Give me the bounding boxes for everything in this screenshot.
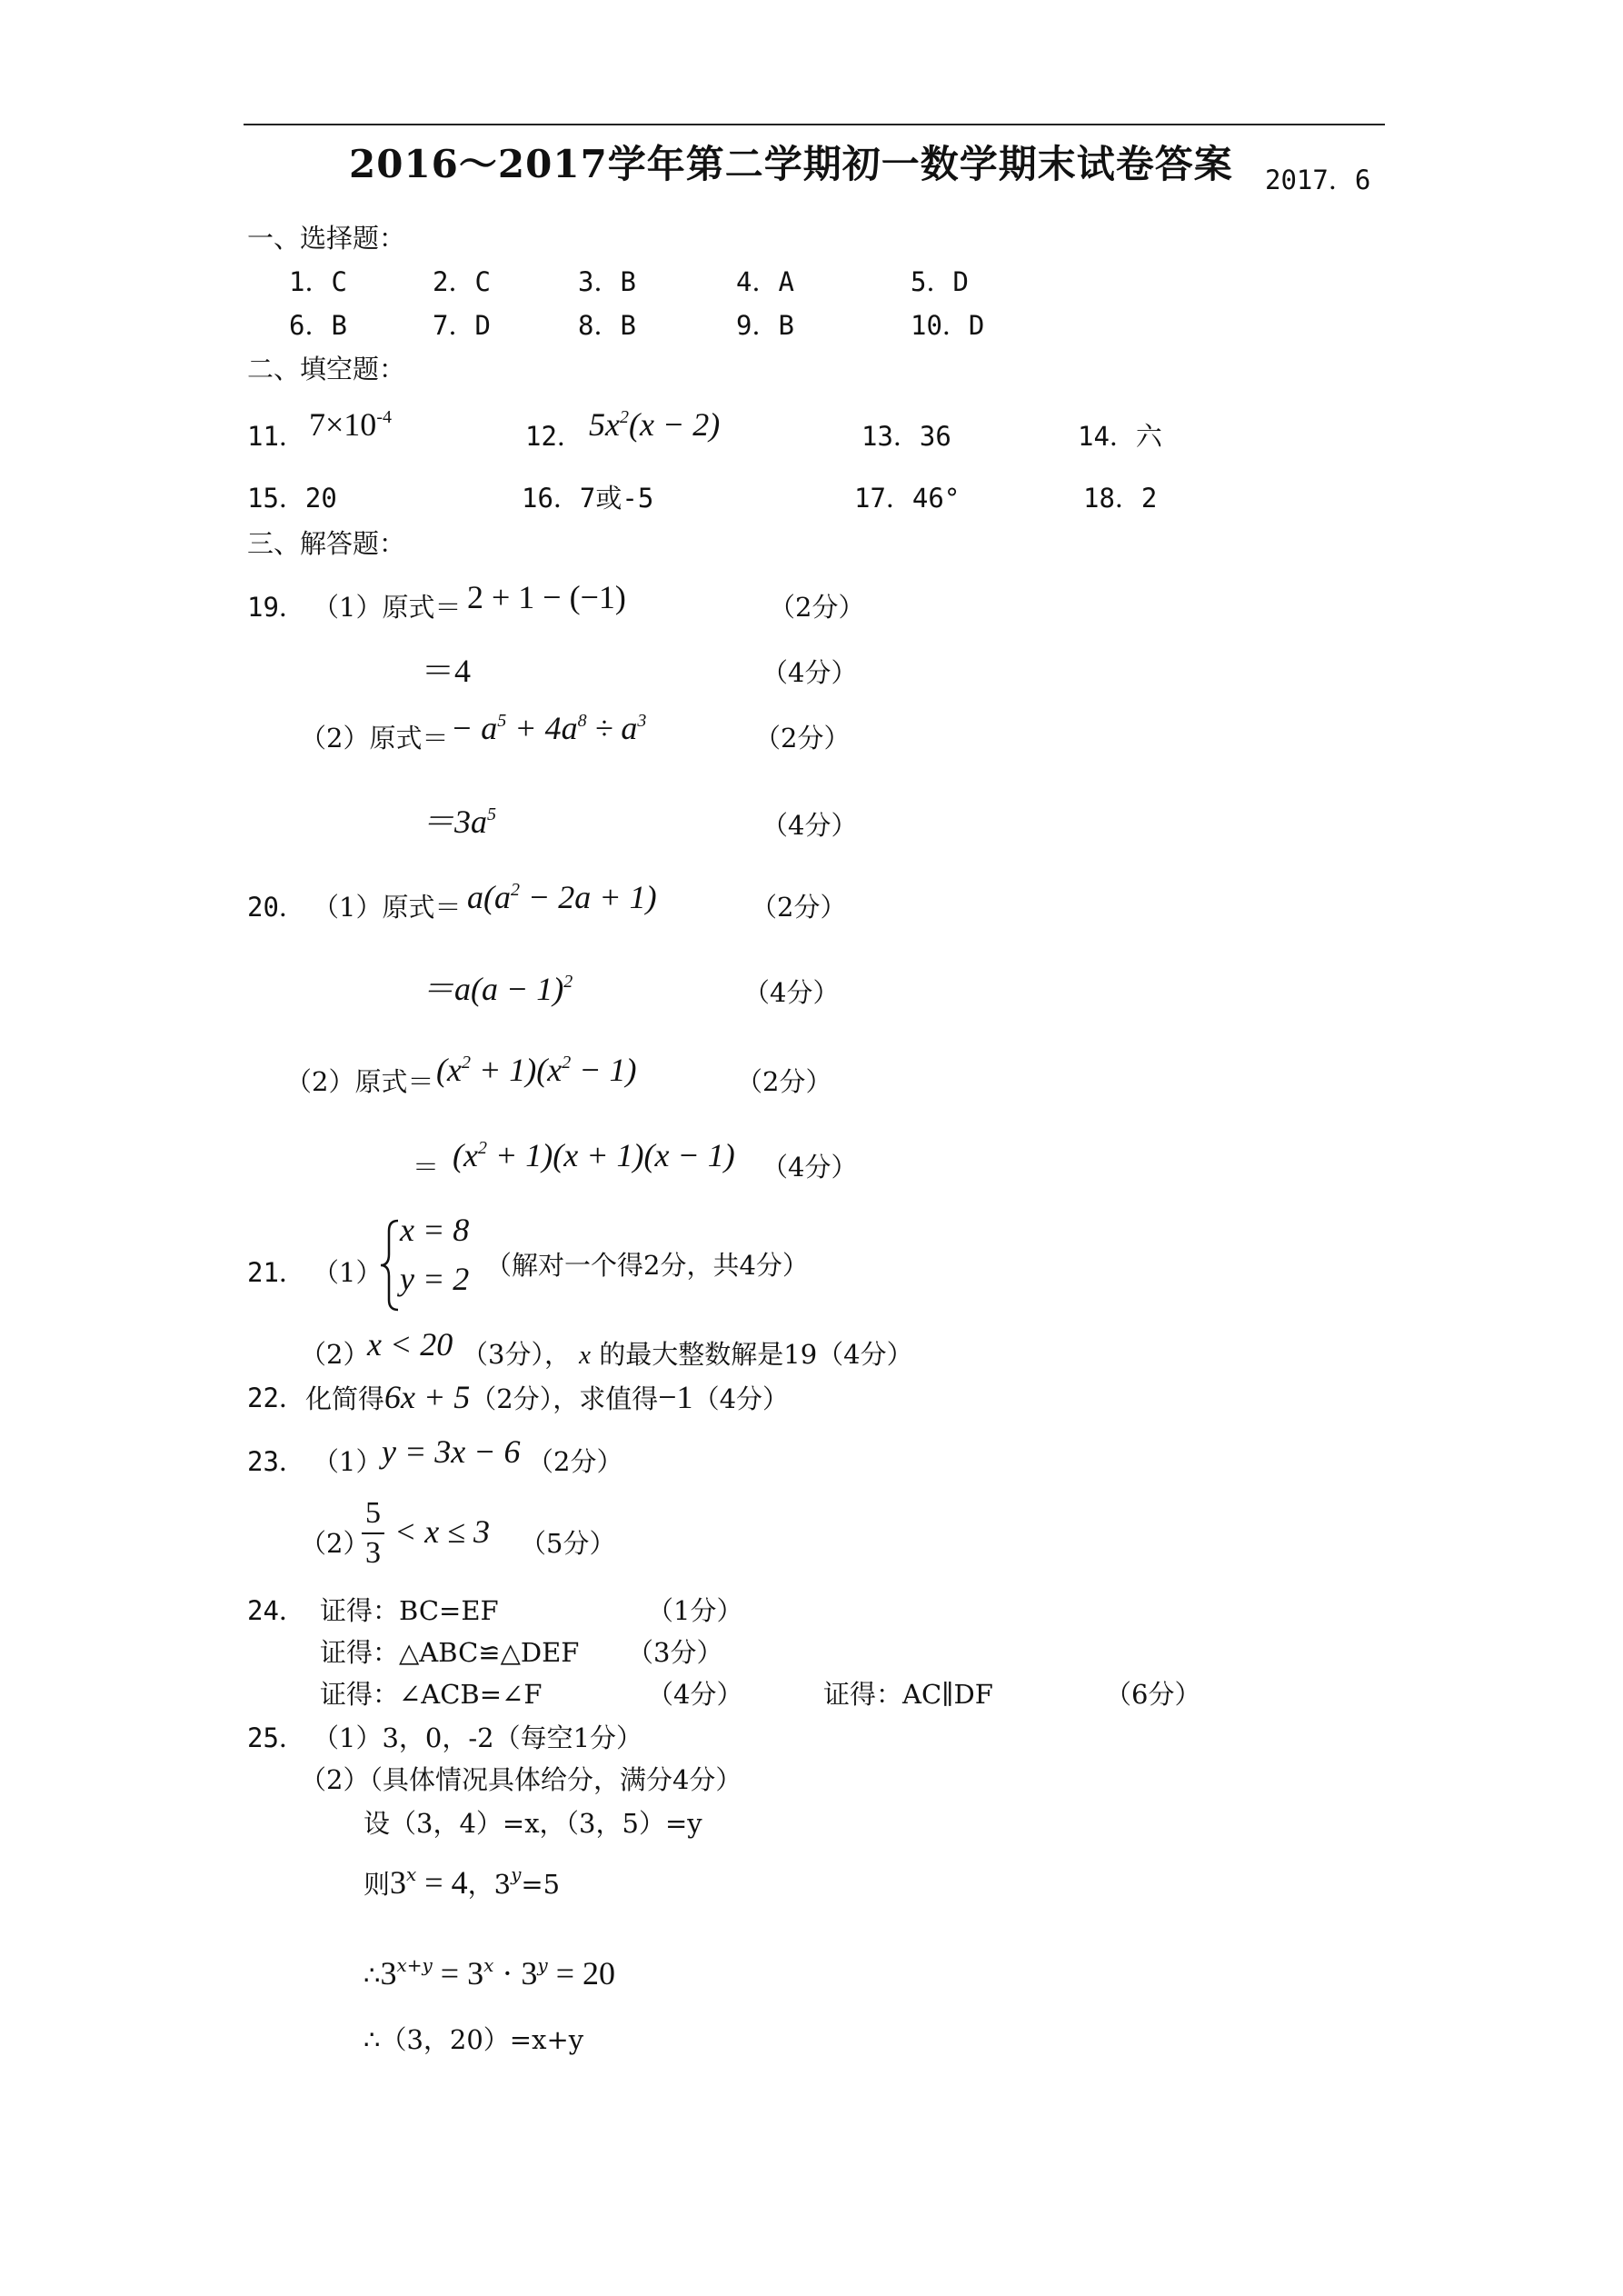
q20-part1-step2-score: （4分） [743,977,840,1008]
q21-part2-ineq: x < 20 [367,1326,453,1363]
q20-part1-score: （2分） [751,892,847,923]
q24-step4: 证得：AC∥DF [823,1679,993,1710]
q21-part1-note: （解对一个得2分，共4分） [485,1250,809,1281]
fill-q13: 13．36 [861,421,951,452]
fill-q17: 17．46° [854,483,961,514]
q20-part1-step2: $=a(a - 1)^2$ [422,971,573,1007]
mc-answer: 7．D [433,310,491,341]
q19-part1-step2-score: （4分） [762,657,858,688]
q20-part2-label: （2）原式＝ [285,1066,434,1097]
q24-step3-score: （4分） [647,1679,743,1710]
section2-heading: 二、填空题： [247,354,406,384]
mc-answer: 1．C [289,266,347,297]
q20-part2-step2: $(x^2 + 1)(x + 1)(x - 1)$ [453,1137,735,1173]
section1-heading: 一、选择题： [247,223,406,254]
q23-part1-score: （2分） [527,1446,623,1477]
q19-part1-expr: 2 + 1 − (−1) [467,579,626,615]
q22-number: 22． [247,1383,305,1413]
q19-part1-step2: ＝4 [422,653,472,689]
q25-part2: （2）（具体情况具体给分，满分4分） [300,1764,742,1795]
q24-number: 24． [247,1595,305,1626]
q24-step2-score: （3分） [627,1637,723,1668]
mc-answer: 9．B [736,310,794,341]
mc-answer: 8．B [578,310,636,341]
q23-part1-expr: y = 3x − 6 [382,1433,521,1470]
q23-part2-label: （2） [300,1528,370,1559]
q25-step3: $\therefore 3^{x+y} = 3^x \cdot 3^y = 20$ [363,1954,616,1992]
section3-heading: 三、解答题： [247,528,406,559]
mc-answer: 6．B [289,310,347,341]
q23-number: 23． [247,1446,305,1477]
mc-answer: 2．C [433,266,491,297]
mc-answer: 3．B [578,266,636,297]
q20-part2-score: （2分） [736,1066,832,1097]
fill-q11-number: 11． [247,421,305,452]
q19-part2-expr: − $a^5 + 4a^8 \div a^3$ [451,710,647,746]
q19-part2-step2: $=3a^5$ [422,804,497,840]
q19-number: 19． [247,592,305,623]
fill-q15: 15．20 [247,483,337,514]
q24-step4-score: （6分） [1105,1679,1201,1710]
q20-part1-expr: $a(a^2 - 2a + 1)$ [467,879,657,915]
fill-q18: 18．2 [1083,483,1158,514]
q21-part2-note: （3分）， x 的最大整数解是19（4分） [462,1339,913,1370]
q25-step4: ∴（3，20）=x+y [363,2024,584,2055]
q19-part2-step2-score: （4分） [762,810,858,841]
page-title: 2016～2017学年第二学期初一数学期末试卷答案 [349,142,1233,186]
q24-step2: 证得：△ABC≌△DEF [320,1637,580,1668]
system-brace-icon [378,1218,402,1313]
q20-part2-step2-eq: ＝ [413,1152,440,1183]
q20-part1-label: （1）原式＝ [313,892,462,923]
q22-line: 化简得6x + 5（2分），求值得−1（4分） [305,1379,790,1415]
q23-part2-score: （5分） [520,1528,616,1559]
q25-part1: （1）3，0，-2（每空1分） [313,1722,643,1753]
system-equation-y: y = 2 [400,1261,470,1297]
mc-answer: 5．D [911,266,969,297]
q19-part2-label: （2）原式＝ [300,723,449,754]
q25-number: 25． [247,1722,305,1753]
q23-part1-label: （1） [313,1446,383,1477]
fill-q11-answer: $7\times 10^{-4}$ [309,406,392,443]
mc-answer: 10．D [911,310,985,341]
q24-step1-score: （1分） [647,1595,743,1626]
q20-number: 20． [247,892,305,923]
fill-q16: 16．7或-5 [522,483,654,514]
fill-q14: 14．六 [1078,421,1162,452]
q21-part1-label: （1） [313,1257,383,1288]
q23-part2-fraction: $\frac{5}{3}$ [362,1498,384,1569]
q21-part2-label: （2） [300,1339,370,1370]
fill-q12-answer: $5x^2(x - 2)$ [589,406,721,443]
fill-q12-number: 12． [525,421,583,452]
header-rule [244,124,1385,125]
mc-answer: 4．A [736,266,794,297]
q19-part1-label: （1）原式＝ [313,592,462,623]
exam-date: 2017．6 [1265,165,1371,195]
q21-number: 21． [247,1257,305,1288]
q19-part2-score: （2分） [754,723,851,754]
q24-step3: 证得：∠ACB=∠F [320,1679,543,1710]
q20-part2-expr: $(x^2 + 1)(x^2 - 1)$ [436,1052,637,1088]
q24-step1: 证得：BC=EF [320,1595,499,1626]
system-equation-x: x = 8 [400,1212,470,1248]
q19-part1-score: （2分） [769,592,865,623]
q25-step2: 则$3^x = 4$，$3^y=5$ [363,1863,561,1901]
q25-step1: 设（3，4）=x，（3，5）=y [363,1808,702,1839]
q20-part2-step2-score: （4分） [762,1152,858,1183]
q23-part2-expr: < x ≤ 3 [394,1513,491,1550]
